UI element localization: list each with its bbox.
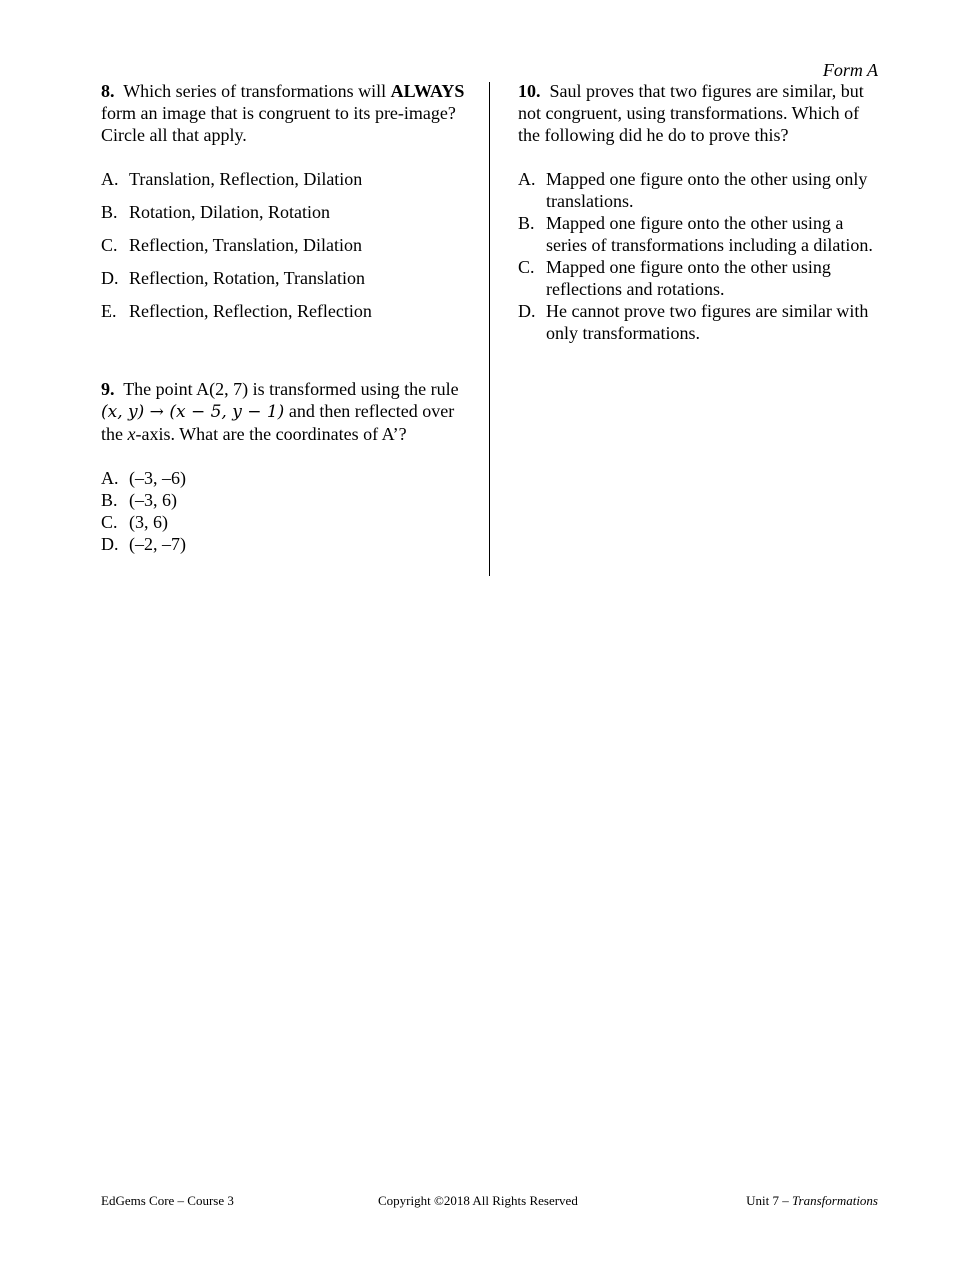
question-8-option-b[interactable]	[101, 201, 471, 223]
footer-unit-label: Unit 7 –	[746, 1193, 789, 1208]
question-9-prompt-post: -axis. What are the coordinates of A’?	[135, 424, 407, 444]
question-9-option-d[interactable]	[101, 533, 471, 555]
option-letter: C.	[101, 512, 118, 532]
left-column	[101, 80, 471, 555]
question-9-option-b[interactable]	[101, 489, 471, 511]
question-8-option-c[interactable]	[101, 234, 471, 256]
question-10-prompt-text: Saul proves that two figures are similar, but not congruent, using transformations. Which of the following did he do to prove this?	[518, 81, 864, 145]
question-10-option-b[interactable]	[518, 212, 878, 256]
option-letter: A.	[101, 468, 119, 488]
question-10-option-a[interactable]	[518, 168, 878, 212]
footer-course: EdGems Core – Course 3	[101, 1193, 234, 1208]
question-10-option-c[interactable]	[518, 256, 878, 300]
option-letter: D.	[101, 534, 119, 554]
question-10-prompt	[518, 80, 878, 146]
question-8-option-e[interactable]	[101, 300, 471, 322]
question-8-number: 8.	[101, 81, 115, 101]
option-text: Reflection, Rotation, Translation	[129, 268, 365, 288]
question-10-number: 10.	[518, 81, 541, 101]
option-letter: C.	[101, 235, 118, 255]
right-column	[518, 80, 878, 344]
question-10-option-d[interactable]	[518, 300, 878, 344]
option-text: Mapped one figure onto the other using reflections and rotations.	[546, 257, 831, 299]
footer-copyright: Copyright ©2018 All Rights Reserved	[378, 1193, 578, 1208]
option-text: He cannot prove two figures are similar with only transformations.	[546, 301, 869, 343]
question-9-prompt-pre: The point A(2, 7) is transformed using the rule	[123, 379, 459, 399]
option-text: Rotation, Dilation, Rotation	[129, 202, 330, 222]
question-9-option-a[interactable]	[101, 467, 471, 489]
question-9-prompt	[101, 378, 471, 445]
option-text: Translation, Reflection, Dilation	[129, 169, 363, 189]
option-text: Mapped one figure onto the other using only translations.	[546, 169, 868, 211]
option-letter: A.	[518, 169, 536, 189]
option-letter: C.	[518, 257, 535, 277]
footer-unit-title: Transformations	[792, 1193, 878, 1208]
option-text: (–2, –7)	[129, 534, 186, 554]
question-8-option-d[interactable]	[101, 267, 471, 289]
question-9-options	[101, 467, 471, 555]
option-text: Reflection, Translation, Dilation	[129, 235, 362, 255]
option-text: Mapped one figure onto the other using a series of transformations including a dilation.	[546, 213, 873, 255]
option-letter: D.	[518, 301, 536, 321]
question-9-number: 9.	[101, 379, 115, 399]
question-8-prompt	[101, 80, 471, 146]
option-letter: A.	[101, 169, 119, 189]
question-9-rule: (x, y) → (x − 5, y − 1)	[101, 402, 285, 422]
option-text: (3, 6)	[129, 512, 168, 532]
option-text: (–3, 6)	[129, 490, 177, 510]
question-9	[101, 378, 471, 555]
question-8-option-a[interactable]	[101, 168, 471, 190]
option-letter: B.	[101, 490, 118, 510]
option-letter: B.	[101, 202, 118, 222]
question-9-axis: x	[127, 424, 136, 444]
footer-unit	[746, 1193, 878, 1209]
column-divider	[489, 82, 490, 576]
option-letter: E.	[101, 301, 117, 321]
question-9-option-c[interactable]	[101, 511, 471, 533]
question-10	[518, 80, 878, 344]
option-text: Reflection, Reflection, Reflection	[129, 301, 372, 321]
question-9-prompt-mid: and then reflected over the	[101, 401, 455, 444]
question-8-prompt-post: form an image that is congruent to its pre-image? Circle all that apply.	[101, 103, 456, 145]
form-label: Form A	[822, 60, 878, 80]
question-8-emphasis: ALWAYS	[390, 81, 465, 101]
question-10-options	[518, 168, 878, 344]
option-text: (–3, –6)	[129, 468, 186, 488]
option-letter: D.	[101, 268, 119, 288]
option-letter: B.	[518, 213, 535, 233]
question-8-options	[101, 168, 471, 322]
question-8-prompt-pre: Which series of transformations will	[123, 81, 387, 101]
question-8	[101, 80, 471, 322]
